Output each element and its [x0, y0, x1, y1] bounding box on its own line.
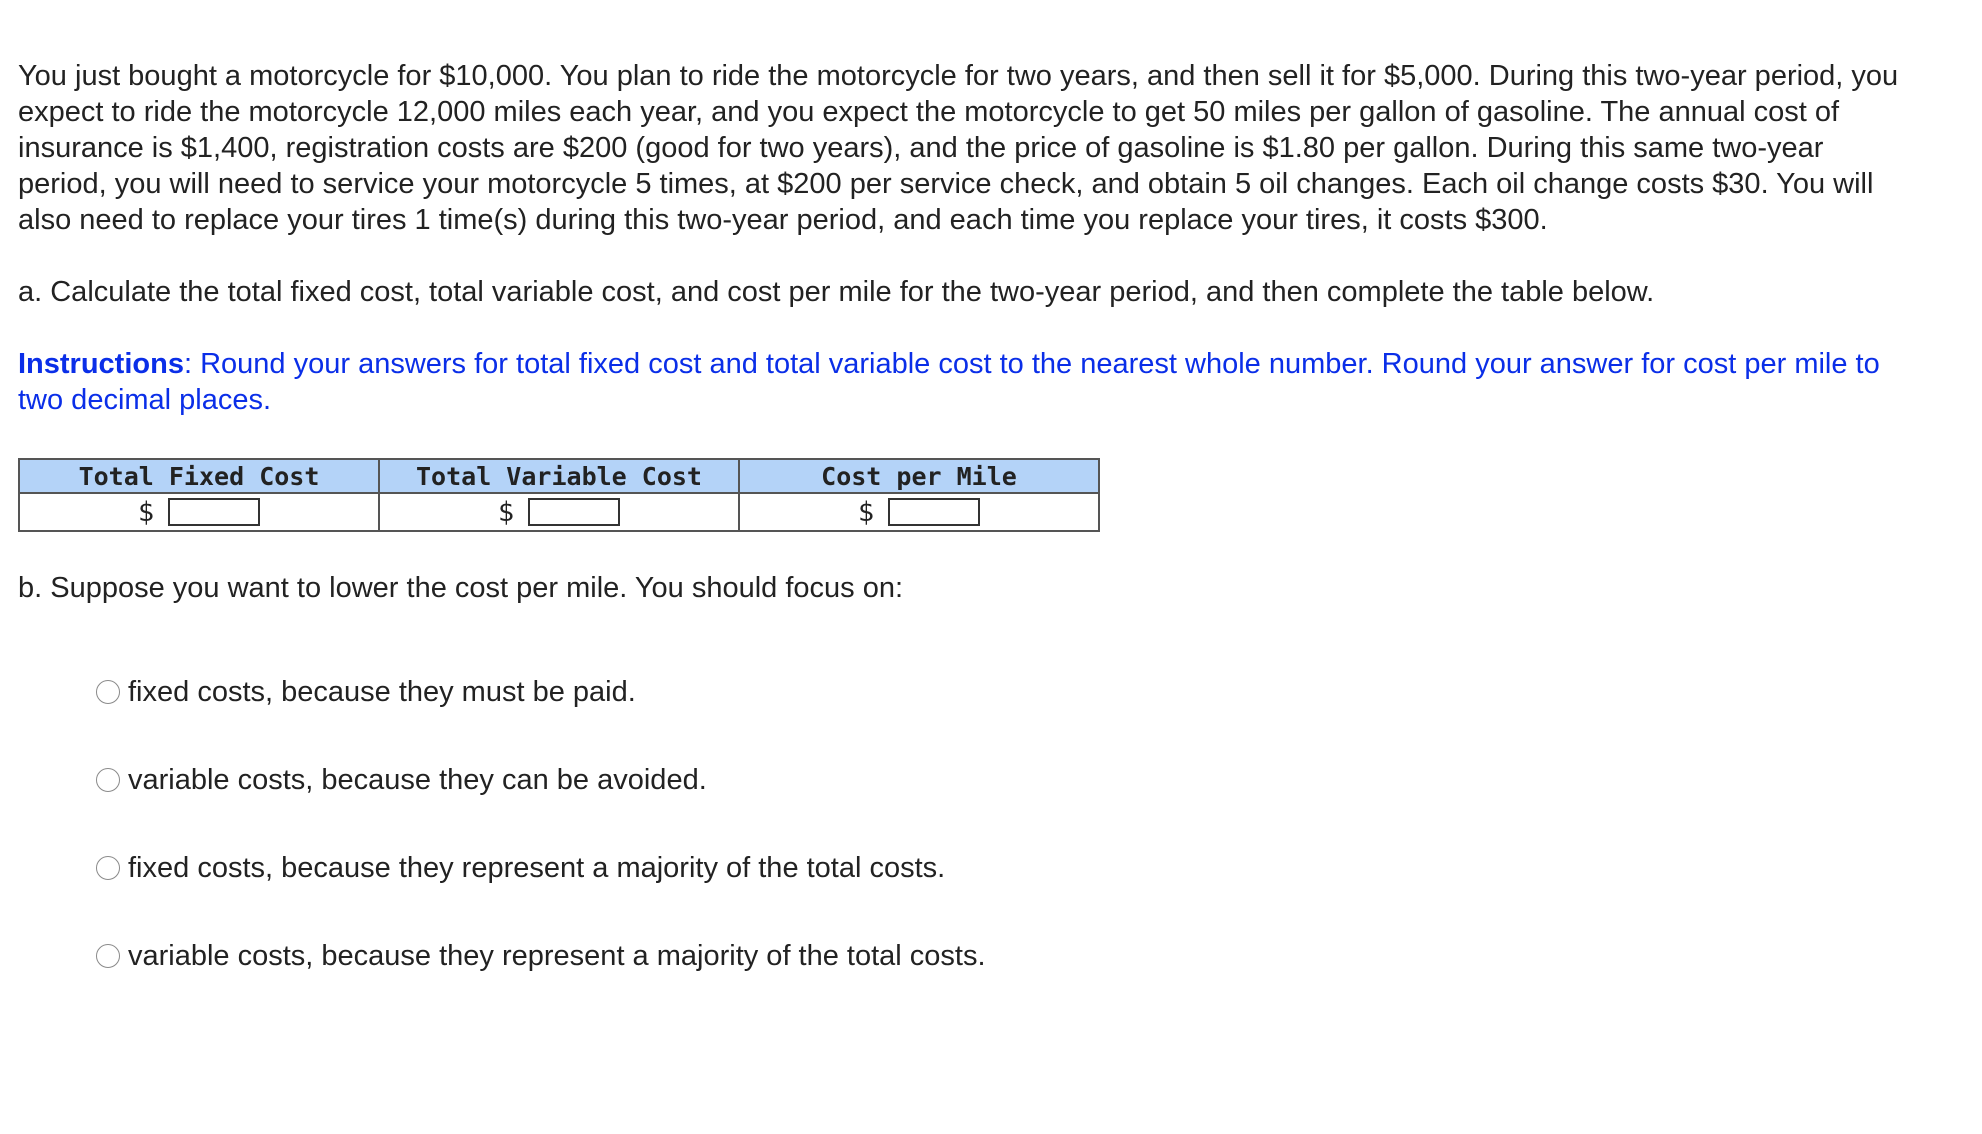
instructions-text: : Round your answers for total fixed cost and total variable cost to the nearest whole number. Round your answer for cost per mile to two decimal places. — [18, 348, 1880, 416]
radio-button[interactable] — [96, 680, 120, 704]
option-label: fixed costs, because they represent a majority of the total costs. — [128, 851, 946, 884]
question-content — [18, 58, 1918, 1026]
option-label: variable costs, because they represent a majority of the total costs. — [128, 939, 986, 972]
instructions-lead: Instructions — [18, 348, 184, 380]
answer-options — [96, 674, 1918, 974]
option-2[interactable] — [96, 762, 1918, 798]
option-3[interactable] — [96, 850, 1918, 886]
radio-button[interactable] — [96, 768, 120, 792]
cost-table — [18, 458, 1100, 532]
cell-cost-per-mile — [739, 493, 1099, 531]
currency-symbol: $ — [857, 496, 875, 528]
option-1[interactable] — [96, 674, 1918, 710]
instructions — [18, 346, 1898, 418]
cost-per-mile-input[interactable] — [888, 498, 980, 526]
currency-symbol: $ — [137, 496, 155, 528]
part-b-prompt: b. Suppose you want to lower the cost per mile. You should focus on: — [18, 572, 904, 604]
cell-total-variable-cost — [379, 493, 739, 531]
total-fixed-cost-input[interactable] — [168, 498, 260, 526]
header-cost-per-mile: Cost per Mile — [739, 459, 1099, 493]
option-label: variable costs, because they can be avoided. — [128, 763, 707, 796]
radio-button[interactable] — [96, 944, 120, 968]
total-variable-cost-input[interactable] — [528, 498, 620, 526]
cell-total-fixed-cost — [19, 493, 379, 531]
header-total-variable-cost: Total Variable Cost — [379, 459, 739, 493]
header-total-fixed-cost: Total Fixed Cost — [19, 459, 379, 493]
radio-button[interactable] — [96, 856, 120, 880]
problem-text: You just bought a motorcycle for $10,000. You plan to ride the motorcycle for two years, and then sell it for $5,000. During this two-year period, you expect to ride the motorcycle 12,000 miles each year, and you expect the motorcycle to get 50 miles per gallon of gasoline. The annual cost of insurance is $1,400, registration costs are $200 (good for two years), and the price of gasoline is $1.80 per gallon. During this same two-year period, you will need to service your motorcycle 5 times, at $200 per service check, and obtain 5 oil changes. Each oil change costs $30. You will also need to replace your tires 1 time(s) during this two-year period, and each time you replace your tires, it costs $300. — [18, 60, 1899, 236]
table-header-row — [19, 459, 1099, 493]
table-row — [19, 493, 1099, 531]
currency-symbol: $ — [497, 496, 515, 528]
part-a-prompt: a. Calculate the total fixed cost, total variable cost, and cost per mile for the two-year period, and then complete the table below. — [18, 276, 1655, 308]
option-label: fixed costs, because they must be paid. — [128, 675, 636, 708]
option-4[interactable] — [96, 938, 1918, 974]
